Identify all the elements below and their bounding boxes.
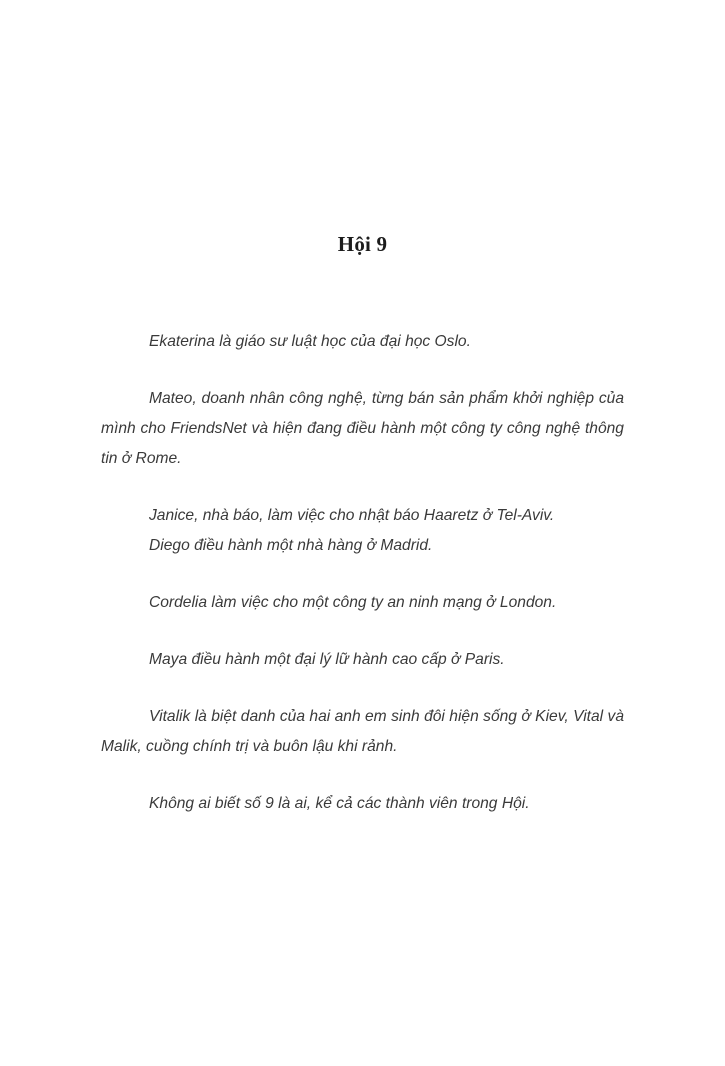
paragraph: Mateo, doanh nhân công nghệ, từng bán sản phẩm khởi nghiệp của mình cho FriendsNet và hiện đang điều hành một công ty công nghệ thông tin ở Rome. xyxy=(101,390,624,467)
paragraph: Vitalik là biệt danh của hai anh em sinh đôi hiện sống ở Kiev, Vital và Malik, cuồng chính trị và buôn lậu khi rảnh. xyxy=(101,708,624,755)
paragraph: Không ai biết số 9 là ai, kể cả các thành viên trong Hội. xyxy=(149,795,530,812)
paragraph: Diego điều hành một nhà hàng ở Madrid. xyxy=(149,537,433,554)
paragraph: Cordelia làm việc cho một công ty an ninh mạng ở London. xyxy=(149,594,557,611)
paragraph: Janice, nhà báo, làm việc cho nhật báo Haaretz ở Tel-Aviv. xyxy=(149,507,555,524)
body-text xyxy=(101,327,624,819)
page-title: Hội 9 xyxy=(337,232,388,256)
paragraph: Maya điều hành một đại lý lữ hành cao cấp ở Paris. xyxy=(149,651,505,668)
paragraph: Ekaterina là giáo sư luật học của đại học Oslo. xyxy=(149,333,471,350)
